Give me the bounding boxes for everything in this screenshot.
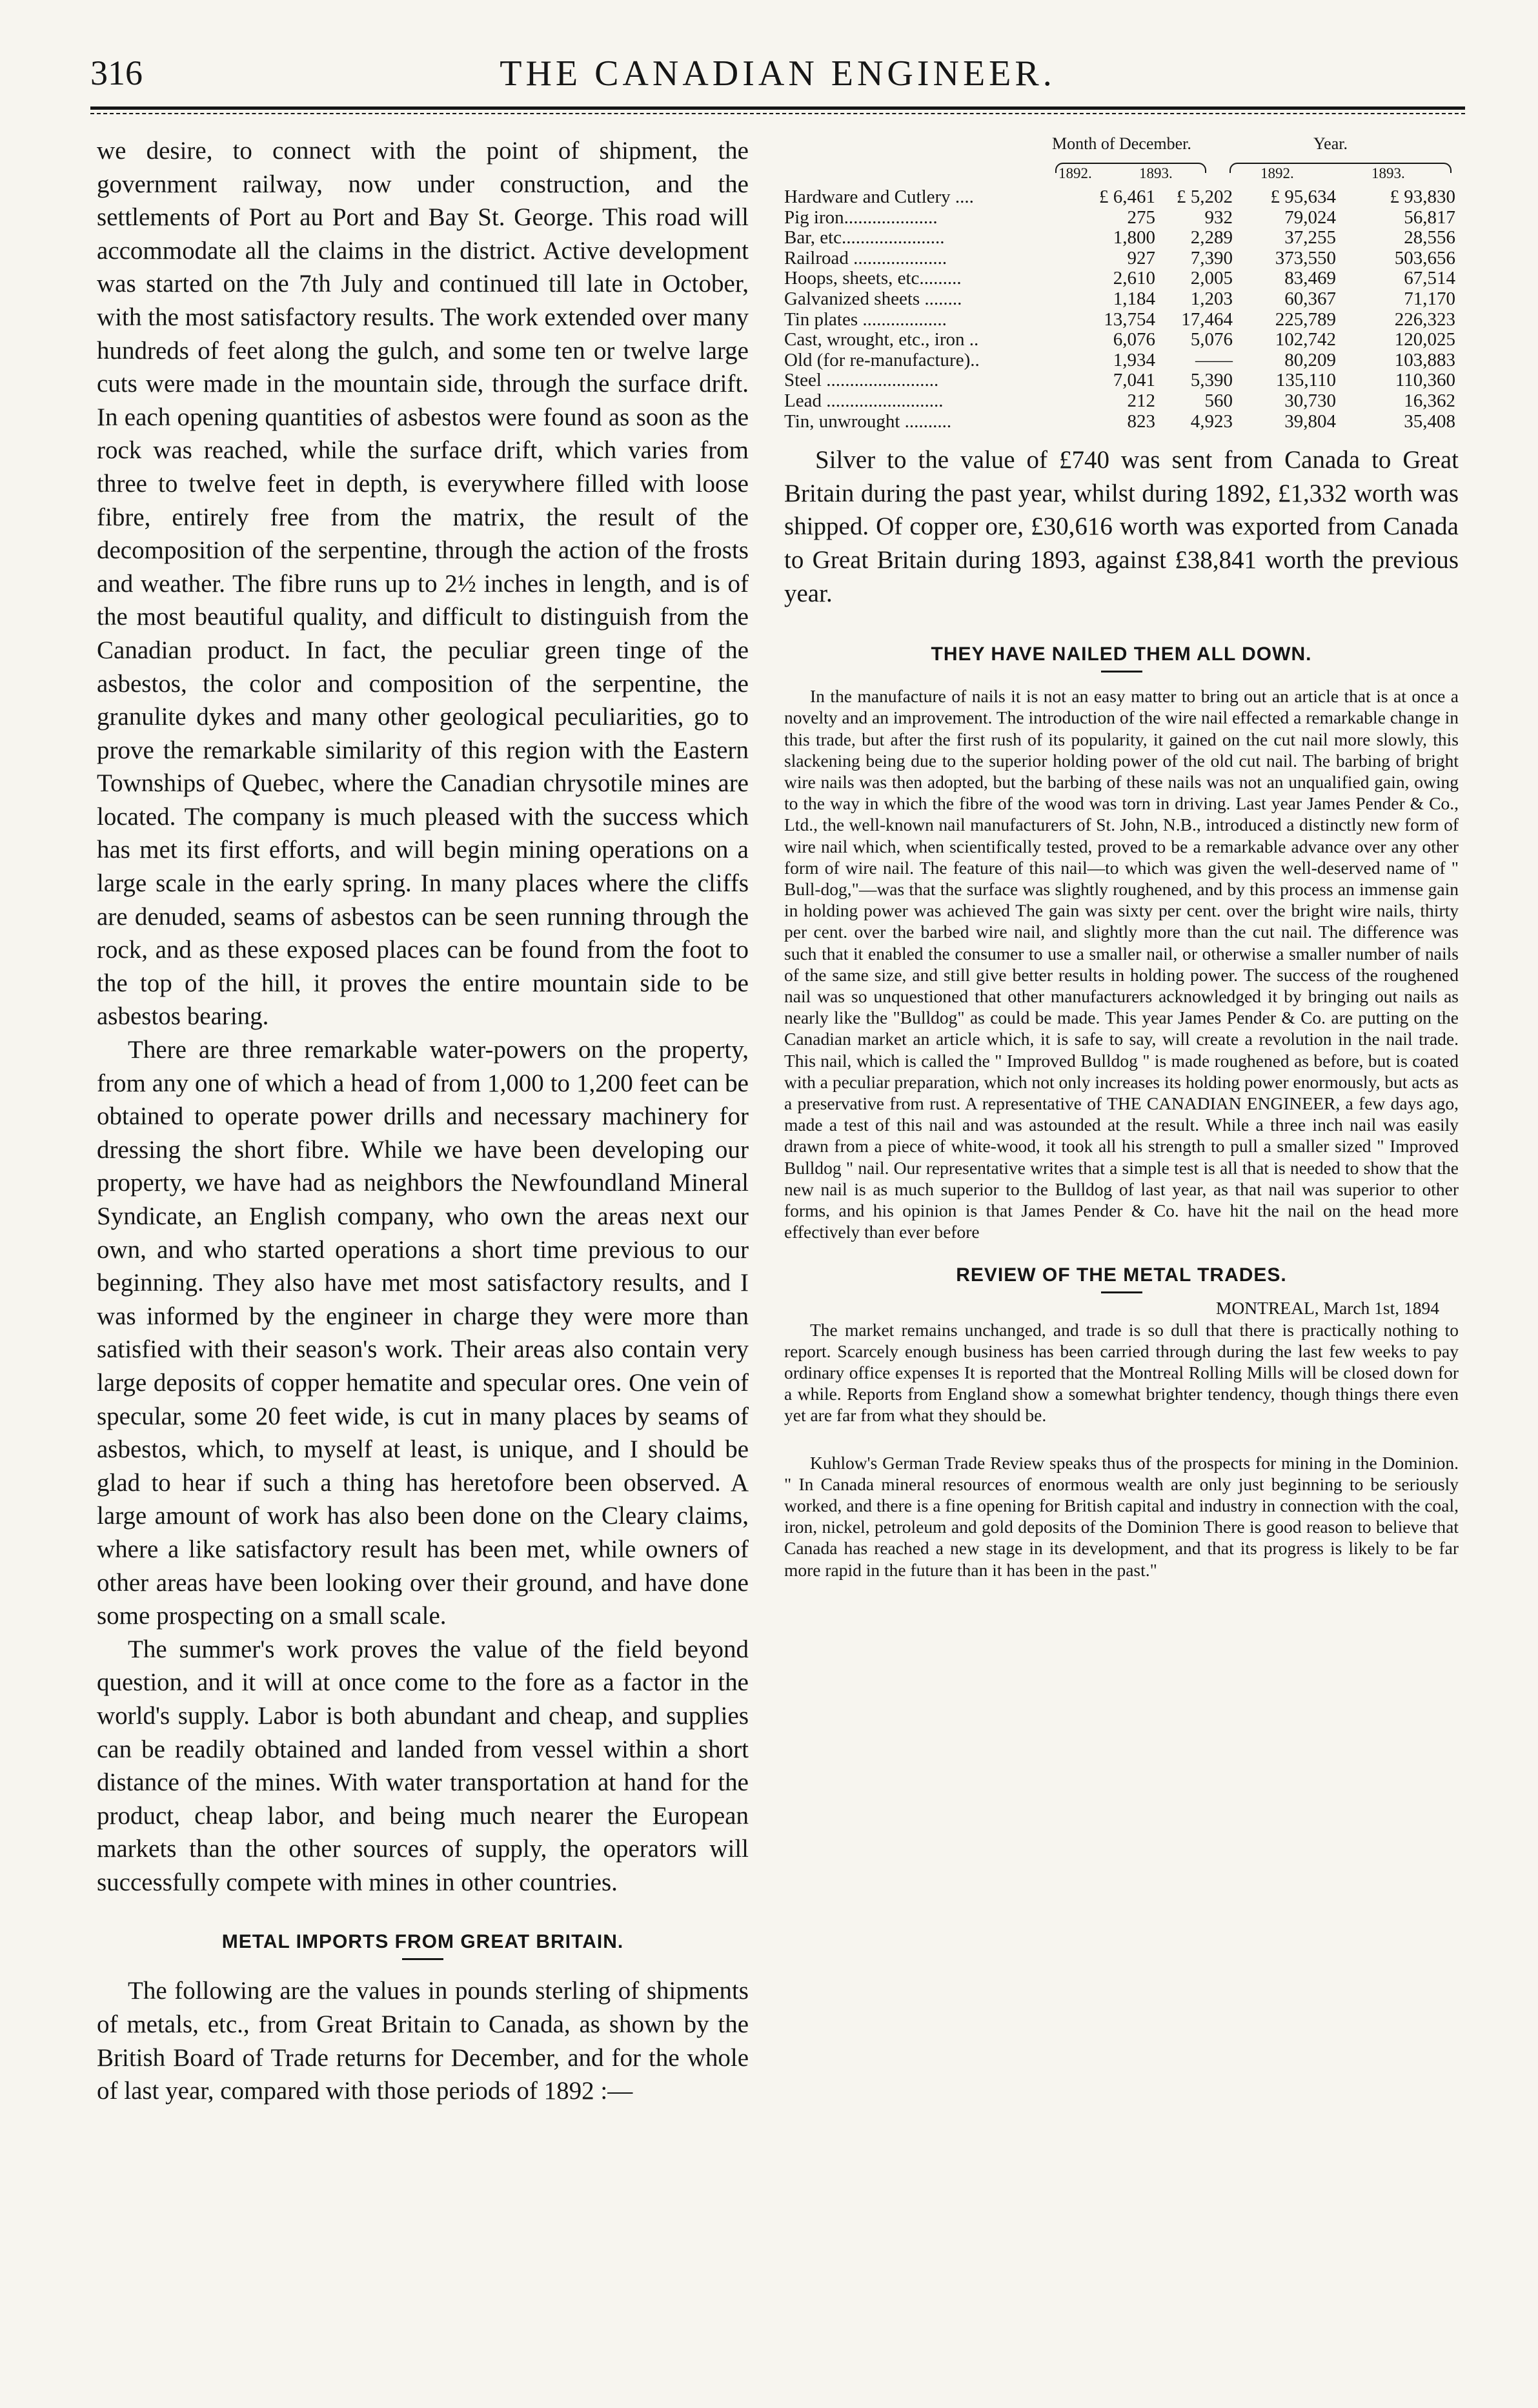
table-cell: 13,754 [1104,309,1155,330]
table-cell: 5,390 [1190,370,1233,391]
review-paragraph: The market remains unchanged, and trade is so dull that there is practically nothing to report. Scarcely enough business has been carried through during the last few weeks to pay ordinary office expenses It is reported that the Montreal Rolling Mills will be closed down for a while. Reports from England show a somewhat brighter tendency, though things there even yet are far from what they should be. [784,1319,1459,1426]
table-row [784,412,1459,432]
row-label: Steel ........................ [784,370,939,391]
table-cell: 7,390 [1190,247,1233,268]
table-cell: 28,556 [1404,227,1455,248]
table-row [784,289,1459,310]
table-cell: 2,610 [1113,268,1155,289]
table-cell: 110,360 [1395,370,1455,391]
table-cell: 226,323 [1394,309,1455,330]
table-cell: 56,817 [1404,207,1455,228]
header-rule-dashed [90,113,1465,114]
table-row [784,248,1459,269]
row-label: Cast, wrought, etc., iron .. [784,329,979,350]
row-label: Hardware and Cutlery .... [784,187,974,207]
table-cell: 37,255 [1284,227,1336,248]
section-heading-nails: THEY HAVE NAILED THEM ALL DOWN. [931,643,1312,665]
table-row [784,310,1459,330]
table-row [784,268,1459,289]
row-label: Old (for re-manufacture).. [784,349,980,370]
article-paragraph: There are three remarkable water-powers on the property, from any one of which a head of from 1,000 to 1,200 feet can be obtained to operate power drills and necessary machinery for dressing the short fibre. While we have been developing our property, we have had as neighbors the Newfoundland Mineral Syndicate, an English company, who own the areas next our own, and who started operations a short time previous to our beginning. They also have met most satisfactory results, and I was informed by the engineer in charge they were more than satisfied with their season's work. Their areas also contain very large deposits of copper hematite and specular ores. One vein of specular, some 20 feet wide, is cut in many places by seams of asbestos, which, to myself at least, is unique, and I should be glad to hear if such a thing has heretofore been observed. A large amount of work has also been done on the Cleary claims, where a like satisfactory result has been met, while owners of other areas have been looking over their ground, and have done some prospecting on a small scale. [97,1036,749,1630]
review-paragraph: Kuhlow's German Trade Review speaks thus of the prospects for mining in the Dominion. " In Canada mineral resources of enormous wealth are only just beginning to be seriously worked, and there is a fine opening for British capital and industry in connection with the coal, iron, nickel, petroleum and gold deposits of the Dominion There is good reason to believe that Canada has reached a new stage in its development, and that its progress is likely to be far more rapid in the future than it has been in the past." [784,1452,1459,1580]
table-cell: 373,550 [1275,247,1336,268]
column-header: 1892. [1058,165,1092,181]
article-paragraph: The summer's work proves the value of the field beyond question, and it will at once come to the fore as a factor in the world's supply. Labor is both abundant and cheap, and supplies can be readily obtained and landed from vessel within a short distance of the mines. With water transportation at hand for the product, cheap labor, and being much nearer the European markets than the other sources of supply, the operators will successfully compete with mines in other countries. [97,1635,749,1896]
table-cell: 120,025 [1394,329,1455,350]
column-header: 1892. [1260,165,1294,181]
table-cell: 102,742 [1275,329,1336,350]
table-cell: £ 6,461 [1099,187,1155,207]
table-cell: 5,076 [1190,329,1233,350]
table-cell: £ 93,830 [1390,187,1455,207]
table-cell: 1,800 [1113,227,1155,248]
row-label: Tin plates .................. [784,309,947,330]
table-row [784,228,1459,248]
row-label: Galvanized sheets ........ [784,288,962,309]
table-cell: 823 [1127,410,1155,432]
month-header: Month of December. [1052,134,1191,153]
table-cell: 16,362 [1404,390,1455,411]
left-column [97,134,749,2108]
review-dateline: MONTREAL, March 1st, 1894 [1215,1298,1439,1319]
metal-imports-intro: The following are the values in pounds sterling of shipments of metals, etc., from Great Britain to Canada, as shown by the British Board of Trade returns for December, and for the whole of last year, compared with those periods of 1892 :— [97,1977,749,2105]
row-label: Pig iron.................... [784,207,938,228]
row-label: Tin, unwrought .......... [784,410,952,432]
column-header: 1893. [1139,165,1173,181]
page-header [90,45,1465,116]
table-cell: 2,289 [1190,227,1233,248]
table-cell: 503,656 [1394,247,1455,268]
table-row [784,391,1459,412]
table-cell: 212 [1127,390,1155,411]
table-cell: 6,076 [1113,329,1155,350]
right-column [784,134,1459,1581]
table-cell: 1,934 [1113,349,1155,370]
section-heading-review: REVIEW OF THE METAL TRADES. [956,1264,1287,1286]
table-row [784,330,1459,350]
page-number: 316 [90,54,143,92]
silver-paragraph: Silver to the value of £740 was sent from Canada to Great Britain during the past year, whilst during 1892, £1,332 worth was shipped. Of copper ore, £30,616 worth was exported from Canada to Great Britain during 1893, against £38,841 worth the previous year. [784,446,1459,607]
table-cell: 67,514 [1404,268,1455,289]
header-rule [90,106,1465,110]
table-cell: 932 [1204,207,1233,228]
table-body [784,187,1459,432]
table-row [784,350,1459,371]
table-cell: 560 [1204,390,1233,411]
journal-title: THE CANADIAN ENGINEER. [500,54,1056,94]
table-cell: 30,730 [1284,390,1336,411]
table-cell: £ 5,202 [1177,187,1233,207]
table-cell: 71,170 [1404,288,1455,309]
table-cell: 4,923 [1190,410,1233,432]
table-cell: 1,203 [1190,288,1233,309]
column-header: 1893. [1371,165,1405,181]
table-cell: 225,789 [1275,309,1336,330]
table-group-header [784,134,1459,163]
table-cell: 60,367 [1284,288,1336,309]
table-cell: 927 [1127,247,1155,268]
metal-imports-table [784,134,1459,432]
table-cell: £ 95,634 [1270,187,1336,207]
table-cell: 17,464 [1181,309,1233,330]
table-cell: 79,024 [1284,207,1336,228]
table-cell: 275 [1127,207,1155,228]
year-header: Year. [1313,134,1348,153]
table-cell: 2,005 [1190,268,1233,289]
table-cell: 103,883 [1394,349,1455,370]
table-cell: 35,408 [1404,410,1455,432]
row-label: Hoops, sheets, etc......... [784,268,962,289]
section-heading-metal-imports: METAL IMPORTS FROM GREAT BRITAIN. [221,1931,624,1953]
table-row [784,187,1459,208]
table-cell: 1,184 [1113,288,1155,309]
table-cell: 80,209 [1284,349,1336,370]
row-label: Bar, etc...................... [784,227,945,248]
table-year-header [784,163,1459,187]
table-cell: 39,804 [1284,410,1336,432]
row-label: Railroad .................... [784,247,947,268]
article-paragraph: we desire, to connect with the point of shipment, the government railway, now under construction, and the settlements of Port au Port and Bay St. George. This road will accommodate all the claims in the district. Active development was started on the 7th July and continued till late in October, with the most satisfactory results. The work extended over many hundreds of feet along the gulch, and some ten or twelve large cuts were made in the mountain side, through the surface drift. In each opening quantities of asbestos were found as soon as the rock was reached, while the surface drift, which varies from three to twelve feet in depth, is everywhere filled with loose fibre, entirely free from the matrix, the result of the decomposition of the serpentine, through the action of the frosts and weather. The fibre runs up to 2½ inches in length, and is of the most beautiful quality, and difficult to distinguish from the Canadian product. In fact, the peculiar green tinge of the asbestos, the color and composition of the serpentine, the granulite dykes and many other geological peculiarities, go to prove the remarkable similarity of this region with the Eastern Townships of Quebec, where the Canadian chrysotile mines are located. The company is much pleased with the success which has met its first efforts, and will begin mining operations on a large scale in the early spring. In many places where the cliffs are denuded, seams of asbestos can be seen running through the rock, and as these exposed places can be found from the foot to the top of the hill, it proves the entire mountain side to be asbestos bearing. [97,137,749,1031]
table-row [784,370,1459,391]
table-cell: 83,469 [1284,268,1336,289]
nails-article: In the manufacture of nails it is not an easy matter to bring out an article that is at once a novelty and an improvement. The introduction of the wire nail effected a remarkable change in this trade, but after the first rush of its popularity, it gained on the cut nail more slowly, this slackening being due to the superior holding power of the old cut nail. The barbing of bright wire nails was then adopted, but the barbing of these nails was not an unqualified gain, owing to the way in which the fibre of the wood was torn in driving. Last year James Pender & Co., Ltd., the well-known nail manufacturers of St. John, N.B., introduced a distinctly new form of wire nail which, when scientifically tested, proved to be a remarkable advance over any other form of wire nail. The feature of this nail—to which was given the well-deserved name of " Bull-dog,"—was that the surface was slightly roughened, and by this process an immense gain in holding power was achieved The gain was sixty per cent. over the bright wire nails, thirty per cent. over the barbed wire nail, and slightly more than the cut nail. The difference was such that it enabled the consumer to use a smaller nail, or otherwise a smaller number of nails of the same size, and still give better results in holding power. The success of the roughened nail was so unquestioned that other manufacturers acknowledged it by bringing out nails as nearly like the "Bulldog" as could be made. This year James Pender & Co. are putting on the Canadian market an article which, it is safe to say, will create a revolution in the nail trade. This nail, which is called the " Improved Bulldog " is made roughened as before, but is coated with a peculiar preparation, which not only increases its holding power enormously, but acts as a preservative from rust. A representative of THE CANADIAN ENGINEER, a few days ago, made a test of this nail and was astounded at the result. While a three inch nail was easily drawn from a piece of white-wood, it took all his strength to pull a smaller sized " Improved Bulldog " nail. Our representative writes that a simple test is all that is needed to show that the new nail is as much superior to the Bulldog of last year, as that nail was superior to other forms, and his opinion is that James Pender & Co. have hit the nail on the head more effectively than ever before [784,686,1459,1242]
row-label: Lead ......................... [784,390,944,411]
table-cell: 135,110 [1275,370,1336,391]
table-cell: —— [1195,349,1233,370]
table-row [784,208,1459,228]
table-cell: 7,041 [1113,370,1155,391]
